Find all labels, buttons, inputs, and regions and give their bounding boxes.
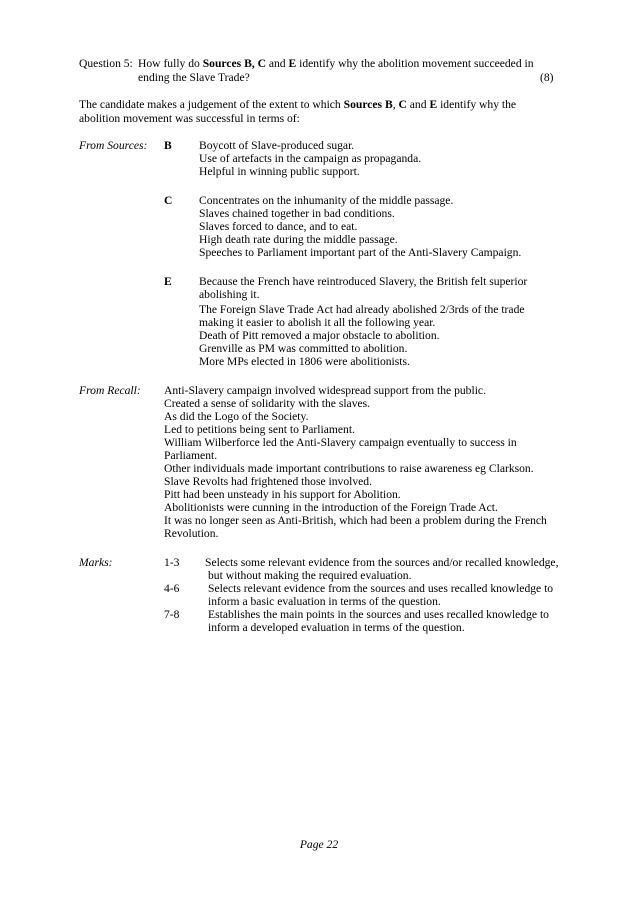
intro-line2: abolition movement was successful in terms of: [79,112,300,125]
source-letter: E [164,275,172,288]
marks-label: Marks: [79,556,113,569]
recall-line: Pitt had been unsteady in his support for Abolition. [164,488,401,501]
intro-line1 [79,98,516,111]
intro-bold-source-c: C [398,98,407,111]
source-point: Speeches to Parliament important part of the Anti-Slavery Campaign. [199,246,522,259]
source-point: Boycott of Slave-produced sugar. [199,139,355,152]
question-label: Question 5: [79,57,133,70]
intro-text-part: identify why the [437,98,517,111]
source-letter: C [164,194,173,207]
intro-bold-source-e: E [429,98,438,111]
question-text-part: How fully do [138,57,203,70]
question-bold-source-e: E [288,57,297,70]
question-marks: (8) [540,71,554,84]
source-point: making it easier to abolish it all the following year. [199,316,436,329]
recall-line: Revolution. [164,527,219,540]
source-point: Use of artefacts in the campaign as propaganda. [199,152,422,165]
mark-band-text: inform a developed evaluation in terms of the question. [208,621,465,634]
page-number: Page 22 [299,838,339,851]
source-b-letter [164,139,172,152]
intro-bold-source-b: Sources B [343,98,393,111]
intro-text-part: and [406,98,430,111]
source-point: Because the French have reintroduced Slavery, the British felt superior [199,275,528,288]
question-text-part: identify why the abolition movement succeeded in [296,57,534,70]
source-point: Helpful in winning public support. [199,165,360,178]
recall-line: Slave Revolts had frightened those involved. [164,475,373,488]
from-recall-label: From Recall: [79,384,141,397]
mark-band-range: 4-6 [164,582,180,595]
source-point: More MPs elected in 1806 were abolitionists. [199,355,410,368]
mark-band-text: Selects some relevant evidence from the sources and/or recalled knowledge, [205,556,559,569]
mark-band-text: Establishes the main points in the sources and uses recalled knowledge to [208,608,549,621]
recall-line: Abolitionists were cunning in the introduction of the Foreign Trade Act. [164,501,498,514]
question-text-line1 [138,57,534,70]
recall-line: It was no longer seen as Anti-British, which had been a problem during the French [164,514,547,527]
source-point: Grenville as PM was committed to abolition. [199,342,408,355]
source-point: Slaves forced to dance, and to eat. [199,220,358,233]
source-e-letter [164,275,172,288]
intro-text-part: , [392,98,399,111]
recall-line: Other individuals made important contributions to raise awareness eg Clarkson. [164,462,534,475]
question-bold-sources: Sources B, C [202,57,266,70]
source-point: Slaves chained together in bad conditions. [199,207,395,220]
mark-band-range: 1-3 [164,556,180,569]
source-letter: B [164,139,172,152]
mark-band-range: 7-8 [164,608,180,621]
mark-band-text: inform a basic evaluation in terms of the question. [208,595,441,608]
source-c-letter [164,194,172,207]
source-point: abolishing it. [199,288,260,301]
mark-band-text: but without making the required evaluation. [208,569,412,582]
question-text-part: and [265,57,289,70]
question-text-line2: ending the Slave Trade? [138,71,250,84]
source-point: Death of Pitt removed a major obstacle to abolition. [199,329,440,342]
recall-line: William Wilberforce led the Anti-Slavery campaign eventually to success in [164,436,517,449]
source-point: High death rate during the middle passage. [199,233,398,246]
source-point: The Foreign Slave Trade Act had already abolished 2/3rds of the trade [199,303,525,316]
recall-line: Created a sense of solidarity with the slaves. [164,397,371,410]
recall-line: As did the Logo of the Society. [164,410,309,423]
mark-band-text: Selects relevant evidence from the sources and uses recalled knowledge to [208,582,554,595]
recall-line: Led to petitions being sent to Parliament. [164,423,355,436]
from-sources-label: From Sources: [79,139,148,152]
recall-line: Anti-Slavery campaign involved widespread support from the public. [164,384,486,397]
source-point: Concentrates on the inhumanity of the middle passage. [199,194,454,207]
intro-text-part: The candidate makes a judgement of the extent to which [79,98,344,111]
recall-line: Parliament. [164,449,218,462]
